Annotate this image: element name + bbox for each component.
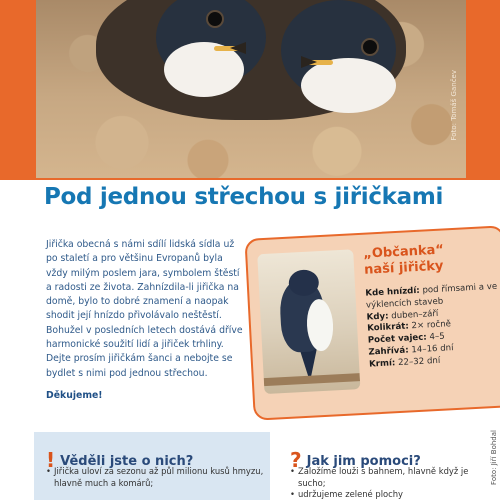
card-title-line2: naší jiřičky (363, 258, 444, 278)
swallow-chick-right (261, 0, 411, 120)
list-item: • udržujeme zelené plochy (290, 489, 482, 501)
did-you-know-box (34, 432, 270, 500)
card-title (363, 243, 445, 279)
bird-facts (365, 281, 500, 371)
house-martin-photo (257, 249, 360, 394)
did-you-know-list (46, 466, 268, 489)
fact-row: Kdy: duben–září (366, 308, 439, 323)
how-to-help-list (290, 466, 482, 501)
swallow-nest-photo (36, 0, 466, 178)
intro-paragraph: Jiřička obecná s námi sdílí lidská sídla už po staletí a pro většinu Evropanů byla vždy milým poslem jara, symbolem štěstí a radosti ze života. Zahnízdila-li jiřička na domě, bylo to dobré znamení a naopak shodit její hnízdo přivolávalo neštěstí. Bohužel v posledních letech dostává dříve harmonické soužití lidí a jiřiček trhliny. Dejte prosím jiřičkám šanci a nebojte se bydlet s nimi pod jednou střechou. (46, 239, 243, 379)
question-icon: ? (290, 448, 302, 472)
bird-id-card (244, 225, 500, 420)
page-title: Pod jednou střechou s jiřičkami (44, 184, 444, 210)
list-item: • Jiřička uloví za sezonu až půl milionu kusů hmyzu, hlavně much a komárů; (46, 466, 268, 489)
intro-article (46, 238, 246, 411)
swallow-chick-left (126, 0, 276, 110)
card-title-line1: „Občanka“ (362, 242, 445, 262)
list-item: • Založíme louži s bahnem, hlavně když je sucho; (290, 466, 482, 489)
card-photo-credit: Foto: Jiří Bohdal (490, 430, 498, 485)
did-you-know-heading: ! Věděli jste o nich? (46, 448, 194, 472)
thanks-text: Děkujeme! (46, 389, 103, 401)
fact-row: Zahřívá: 14–16 dní (368, 343, 454, 358)
photo-credit: Foto: Tomáš Gančev (450, 70, 458, 141)
fact-row: Kde hnízdí: pod římsami a ve výklencích staveb (365, 281, 498, 311)
how-to-help-heading: ? Jak jim pomoci? (290, 448, 421, 472)
exclamation-icon: ! (46, 448, 56, 472)
fact-row: Počet vajec: 4–5 (367, 331, 445, 346)
fact-row: Krmí: 22–32 dní (368, 355, 441, 370)
fact-row: Kolikrát: 2× ročně (367, 319, 452, 335)
how-to-help-box (286, 432, 484, 500)
